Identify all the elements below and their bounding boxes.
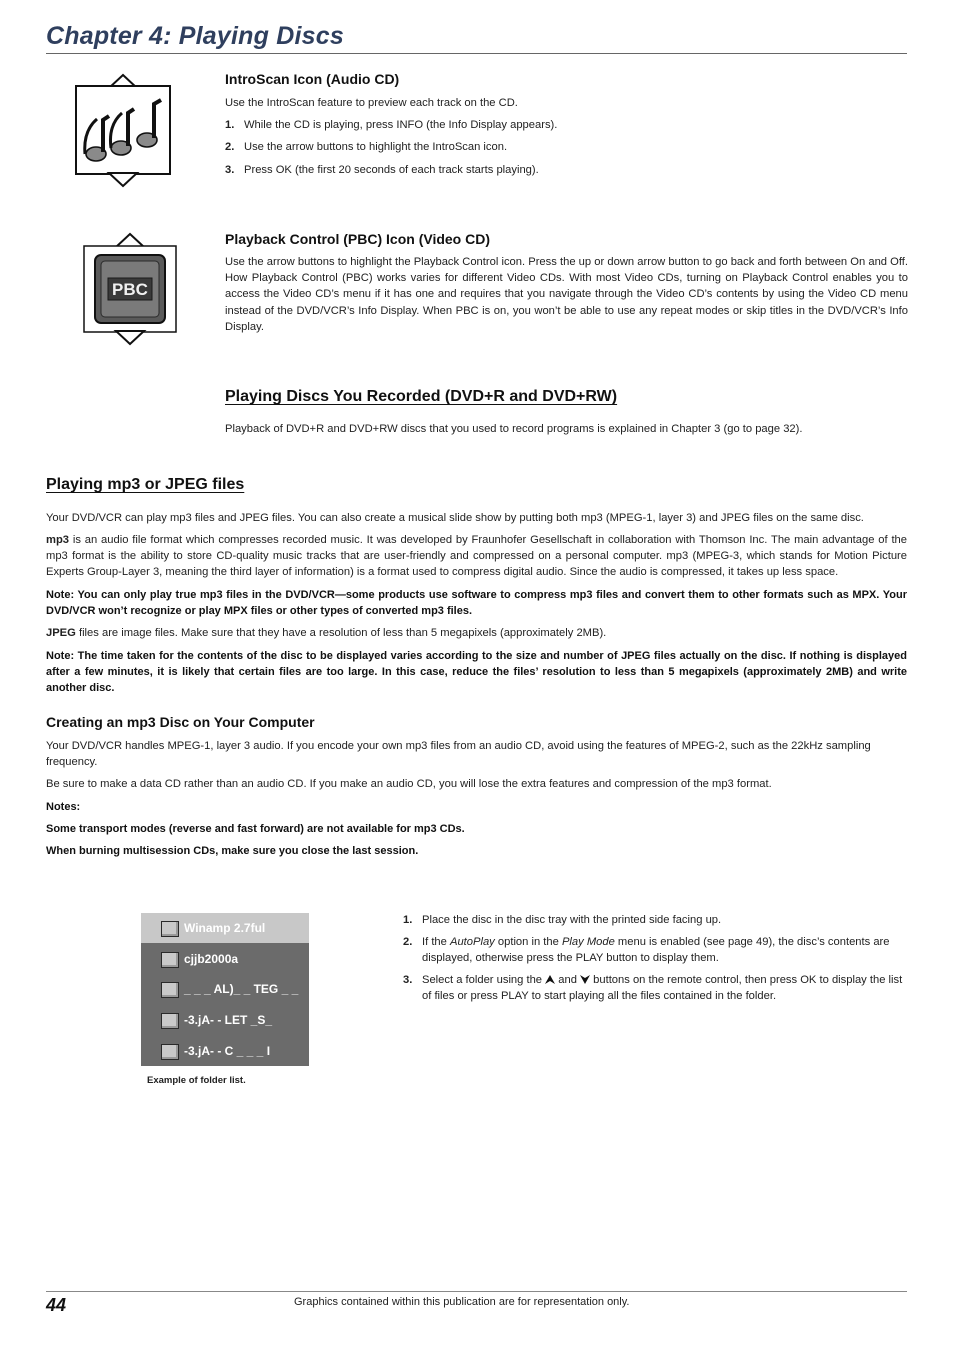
- pbc-body: Use the arrow buttons to highlight the Playback Control icon. Press the up or down arrow button to go back and forth between On and Off. How Playback Control (PBC) works varies for different Video CDs. With most Video CDs, turning on Playback Control enables you to access the Video CD’s menu if it has one and requires that you navigate through the Video CD’s contents by using the Video CD menu instead of the DVD/VCR’s Info Display. When PBC is on, you won’t be able to use any repeat modes or skip titles in the DVD/VCR’s Info Display.: [225, 256, 908, 333]
- up-arrow-icon: [545, 975, 555, 984]
- folder-icon: [161, 1044, 179, 1060]
- chapter-title: Chapter 4: Playing Discs: [46, 22, 344, 50]
- mp3-jpeg-heading: Playing mp3 or JPEG files: [46, 476, 245, 493]
- down-arrow-icon: [580, 975, 590, 984]
- mp3-description: [46, 532, 907, 581]
- recorded-heading: Playing Discs You Recorded (DVD+R and DVD+RW): [225, 388, 618, 405]
- creating-p1: Your DVD/VCR handles MPEG-1, layer 3 audio. If you encode your own mp3 files from an audio CD, avoid using the features of MPEG-2, such as the 22kHz sampling frequency.: [46, 740, 871, 769]
- introscan-icon: [75, 73, 171, 188]
- footer-note: Graphics contained within this publication are for representation only.: [294, 1296, 630, 1308]
- folder-icon: [161, 982, 179, 998]
- folder-icon: [161, 952, 179, 968]
- mp3-term: mp3: [46, 534, 70, 546]
- jpeg-text: files are image files. Make sure that they have a resolution of less than 5 megapixels (approximately 2MB).: [75, 627, 607, 639]
- jpeg-description: [46, 625, 907, 641]
- pbc-heading: Playback Control (PBC) Icon (Video CD): [225, 231, 490, 247]
- folder-list: [141, 913, 309, 1066]
- footer-rule: [46, 1291, 907, 1292]
- page-number: 44: [46, 1295, 67, 1315]
- folder-list-item[interactable]: Winamp 2.7ful: [141, 913, 309, 943]
- pbc-icon: [83, 232, 177, 346]
- introscan-heading: IntroScan Icon (Audio CD): [225, 71, 400, 87]
- recorded-body: Playback of DVD+R and DVD+RW discs that you used to record programs is explained in Chapter 3 (go to page 32).: [225, 423, 803, 435]
- header-rule: [46, 53, 907, 54]
- folder-icon: [161, 1013, 179, 1029]
- mp3-jpeg-intro: Your DVD/VCR can play mp3 files and JPEG files. You can also create a musical slide show by putting both mp3 (MPEG-1, layer 3) and JPEG files on the same disc.: [46, 512, 864, 524]
- note-transport: Some transport modes (reverse and fast forward) are not available for mp3 CDs.: [46, 823, 465, 835]
- folder-list-item[interactable]: cjjb2000a: [141, 944, 309, 974]
- mp3-note: Note: You can only play true mp3 files in the DVD/VCR—some products use software to compress mp3 files and convert them to other formats such as MPX. Your DVD/VCR won’t recognize or play MPX files or other types of converted mp3 files.: [46, 589, 907, 617]
- jpeg-term: JPEG: [46, 627, 76, 639]
- folder-list-item[interactable]: -3.jA- - LET _S_: [141, 1005, 309, 1035]
- pbc-icon-label: PBC: [112, 280, 148, 299]
- jpeg-note: Note: The time taken for the contents of the disc to be displayed varies according to the size and number of JPEG files actually on the disc. If nothing is displayed after a few minutes, it is likely that certain files are too large. In this case, reduce the files’ resolution to less than 5 megapixels (approximately 2MB) and write another disc.: [46, 650, 907, 694]
- folder-list-item[interactable]: _ _ _ AL)_ _ TEG _ _: [141, 974, 309, 1004]
- folder-icon: [161, 921, 179, 937]
- introscan-intro: Use the IntroScan feature to preview each track on the CD.: [225, 97, 518, 109]
- notes-label: Notes:: [46, 801, 81, 813]
- creating-heading: Creating an mp3 Disc on Your Computer: [46, 714, 315, 730]
- mp3-text: is an audio file format which compresses recorded music. It was developed by Fraunhofer Gesellschaft in collaboration with Thomson Inc. The main advantage of the mp3 format is the ability to store CD-quality music tracks that are user-friendly and compressed on a personal computer. mp3 (MPEG-3, which stands for Motion Picture Experts Group-Layer 3, meaning the third layer of information) is a format used to compress digital audio. Since the audio is compressed, it takes up less space.: [46, 534, 907, 579]
- folder-list-caption: Example of folder list.: [147, 1075, 246, 1086]
- creating-p2: Be sure to make a data CD rather than an audio CD. If you make an audio CD, you will lose the extra features and compression of the mp3 format.: [46, 778, 772, 790]
- note-multisession: When burning multisession CDs, make sure you close the last session.: [46, 845, 419, 857]
- folder-list-item[interactable]: -3.jA- - C _ _ _ I: [141, 1036, 309, 1066]
